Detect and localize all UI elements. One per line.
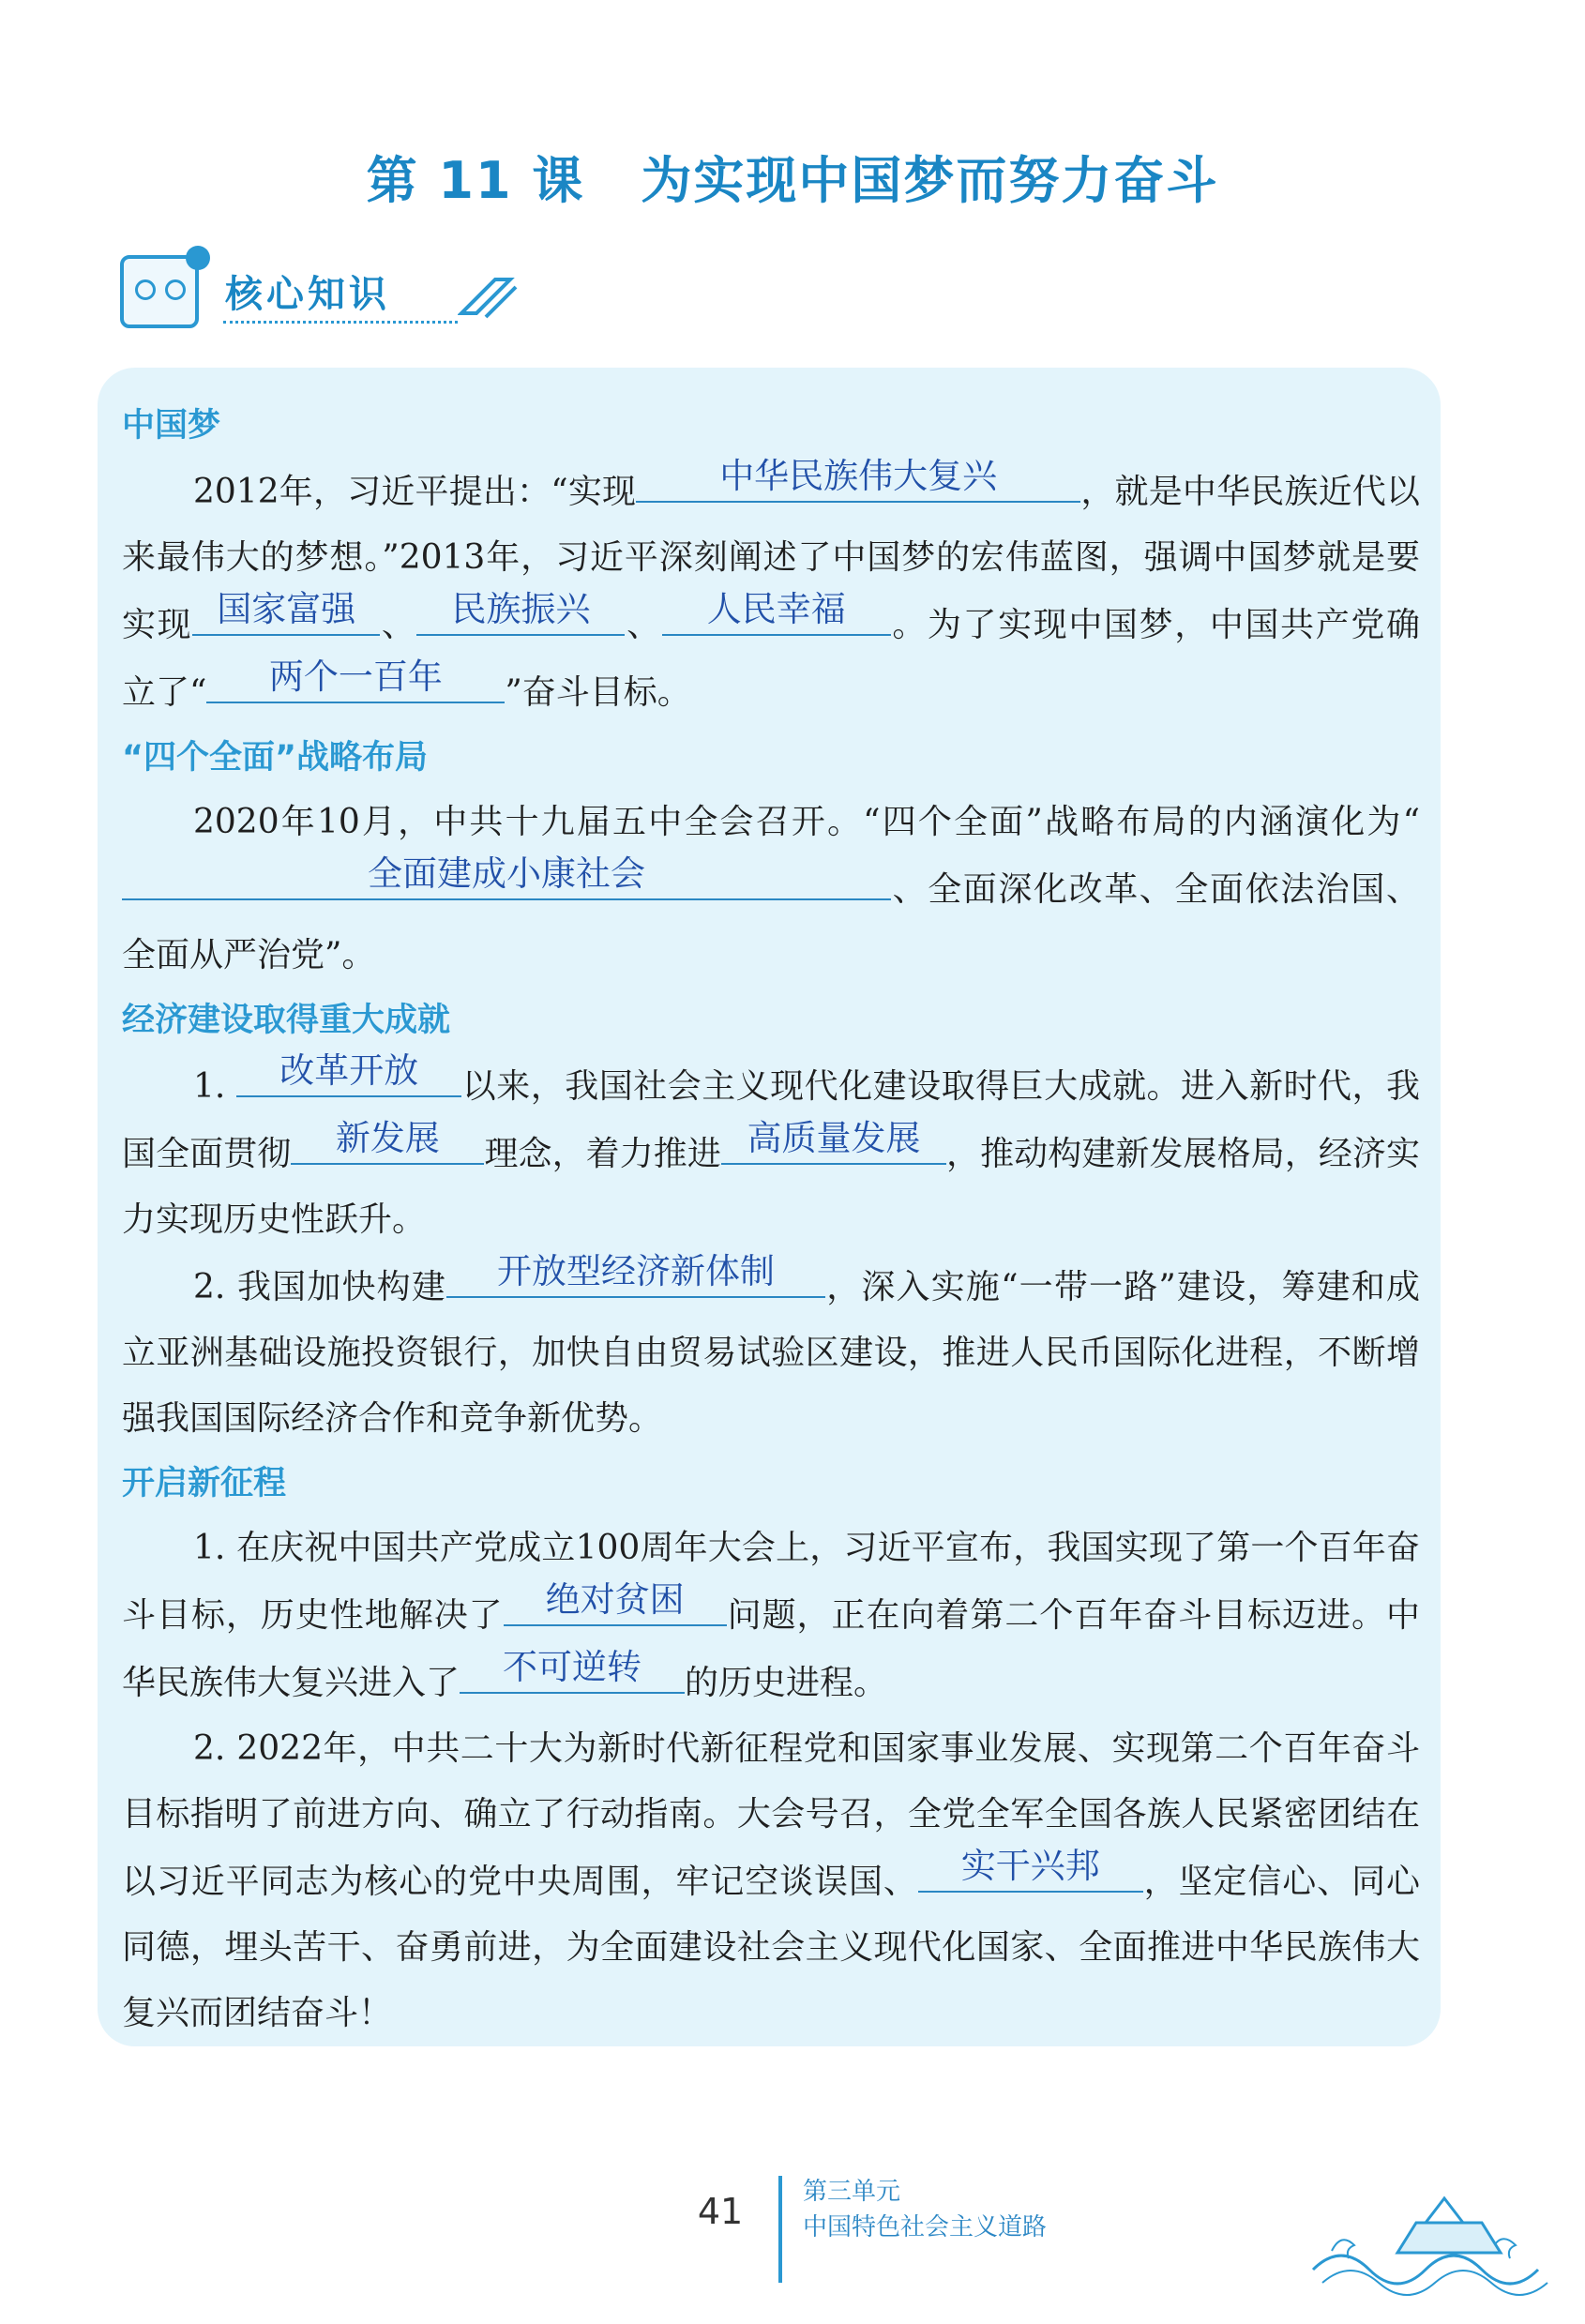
paragraph-economy-2 [122, 1253, 1420, 1452]
footer-unit [803, 2174, 1047, 2245]
text: 、 [380, 606, 417, 644]
answer-text: 开放型经济新体制 [497, 1251, 776, 1291]
section-badge-icon [120, 255, 199, 328]
blank-field[interactable] [206, 658, 505, 703]
blank-field[interactable] [504, 1581, 727, 1626]
text: 1. 在庆祝中国共产党成立100周年大会上，习近平宣布，我国实现了第一个百年奋斗目标，历史性地解决了 [122, 1529, 1420, 1635]
text: 以来，我国社会主义现代化建设取得巨大成就。进入新时代，我国全面贯彻 [122, 1067, 1420, 1173]
lesson-name: 为实现中国梦而努力奋斗 [641, 151, 1219, 210]
blank-field[interactable] [192, 591, 380, 636]
text: 、全面深化改革、全面依法治国、全面从严治党”。 [122, 870, 1420, 974]
page-number: 41 [697, 2191, 744, 2232]
answer-text: 高质量发展 [747, 1118, 921, 1158]
text: ，深入实施“一带一路”建设，筹建和成立亚洲基础设施投资银行，加快自由贸易试验区建设，推进人民币国际化进程，不断增强我国国际经济合作和竞争新优势。 [122, 1268, 1421, 1438]
text: ，就是中华民族近代以来最伟大的梦想。”2013年，习近平深刻阐述了中国梦的宏伟蓝图，强调中国梦就是要实现 [122, 473, 1420, 644]
answer-text: 两个一百年 [268, 656, 443, 697]
section-label: 核心知识 [225, 273, 390, 316]
paragraph-journey-1 [122, 1516, 1420, 1716]
text: 1. [193, 1067, 237, 1106]
blank-field[interactable] [918, 1848, 1143, 1893]
heading-china-dream: 中国梦 [122, 407, 221, 445]
text: 理念，着力推进 [484, 1135, 721, 1173]
heading-economy: 经济建设取得重大成就 [122, 1002, 451, 1039]
blank-field[interactable] [416, 591, 625, 636]
answer-text: 民族振兴 [451, 589, 591, 629]
heading-new-journey: 开启新征程 [122, 1465, 287, 1502]
answer-text: 改革开放 [279, 1050, 419, 1091]
blank-field[interactable] [236, 1052, 461, 1097]
unit-label: 第三单元 [803, 2178, 901, 2206]
answer-text: 不可逆转 [503, 1647, 642, 1687]
paragraph-four-comprehensives [122, 790, 1420, 988]
knowledge-content [122, 394, 1420, 2046]
text: 、 [625, 606, 662, 644]
section-header [120, 246, 514, 332]
blank-field[interactable] [636, 458, 1080, 503]
answer-text: 实干兴邦 [960, 1846, 1100, 1886]
answer-text: 全面建成小康社会 [368, 853, 645, 894]
text: 问题，正在向着第二个百年奋斗目标迈进。中华民族伟大复兴进入了 [122, 1596, 1420, 1702]
text: 2. 2022年，中共二十大为新时代新征程党和国家事业发展、实现第二个百年奋斗目标指明了前进方向、确立了行动指南。大会号召，全党全军全国各族人民紧密团结在以习近平同志为核心的党中央周围，牢记空谈误国、 [122, 1729, 1420, 1901]
blank-field[interactable] [446, 1253, 825, 1298]
swoosh-icon [458, 268, 523, 324]
paragraph-journey-2 [122, 1716, 1420, 2046]
paragraph-china-dream [122, 458, 1420, 726]
blank-field[interactable] [721, 1120, 946, 1165]
text: 2020年10月，中共十九届五中全会召开。“四个全面”战略布局的内涵演化为“ [193, 803, 1420, 841]
lesson-number: 第 11 课 [366, 151, 585, 210]
text: 的历史进程。 [685, 1664, 888, 1702]
text: ，推动构建新发展格局，经济实力实现历史性跃升。 [122, 1135, 1420, 1239]
footer-divider [778, 2176, 782, 2283]
text: ”奋斗目标。 [505, 673, 691, 712]
blank-field[interactable] [460, 1649, 685, 1694]
text: 2. 我国加快构建 [193, 1268, 447, 1306]
heading-four-comprehensives: “四个全面”战略布局 [122, 739, 429, 777]
answer-text: 中华民族伟大复兴 [719, 456, 998, 496]
section-underline [223, 321, 458, 324]
answer-text: 新发展 [335, 1118, 440, 1158]
lesson-title [0, 141, 1585, 213]
paragraph-economy-1 [122, 1052, 1420, 1253]
blank-field[interactable] [291, 1120, 484, 1165]
answer-text: 人民幸福 [706, 589, 846, 629]
text: 。为了实现中国梦，中国共产党确立了“ [122, 606, 1420, 712]
blank-field[interactable] [122, 855, 891, 900]
answer-text: 国家富强 [217, 589, 356, 629]
text: ，坚定信心、同心同德，埋头苦干、奋勇前进，为全面建设社会主义现代化国家、全面推进中华民族伟大复兴而团结奋斗！ [122, 1863, 1420, 2032]
wave-ship-decoration-icon [1304, 2185, 1557, 2298]
blank-field[interactable] [662, 591, 891, 636]
unit-title: 中国特色社会主义道路 [803, 2213, 1048, 2241]
text: 2012年，习近平提出：“实现 [193, 473, 637, 511]
answer-text: 绝对贫困 [545, 1579, 685, 1620]
